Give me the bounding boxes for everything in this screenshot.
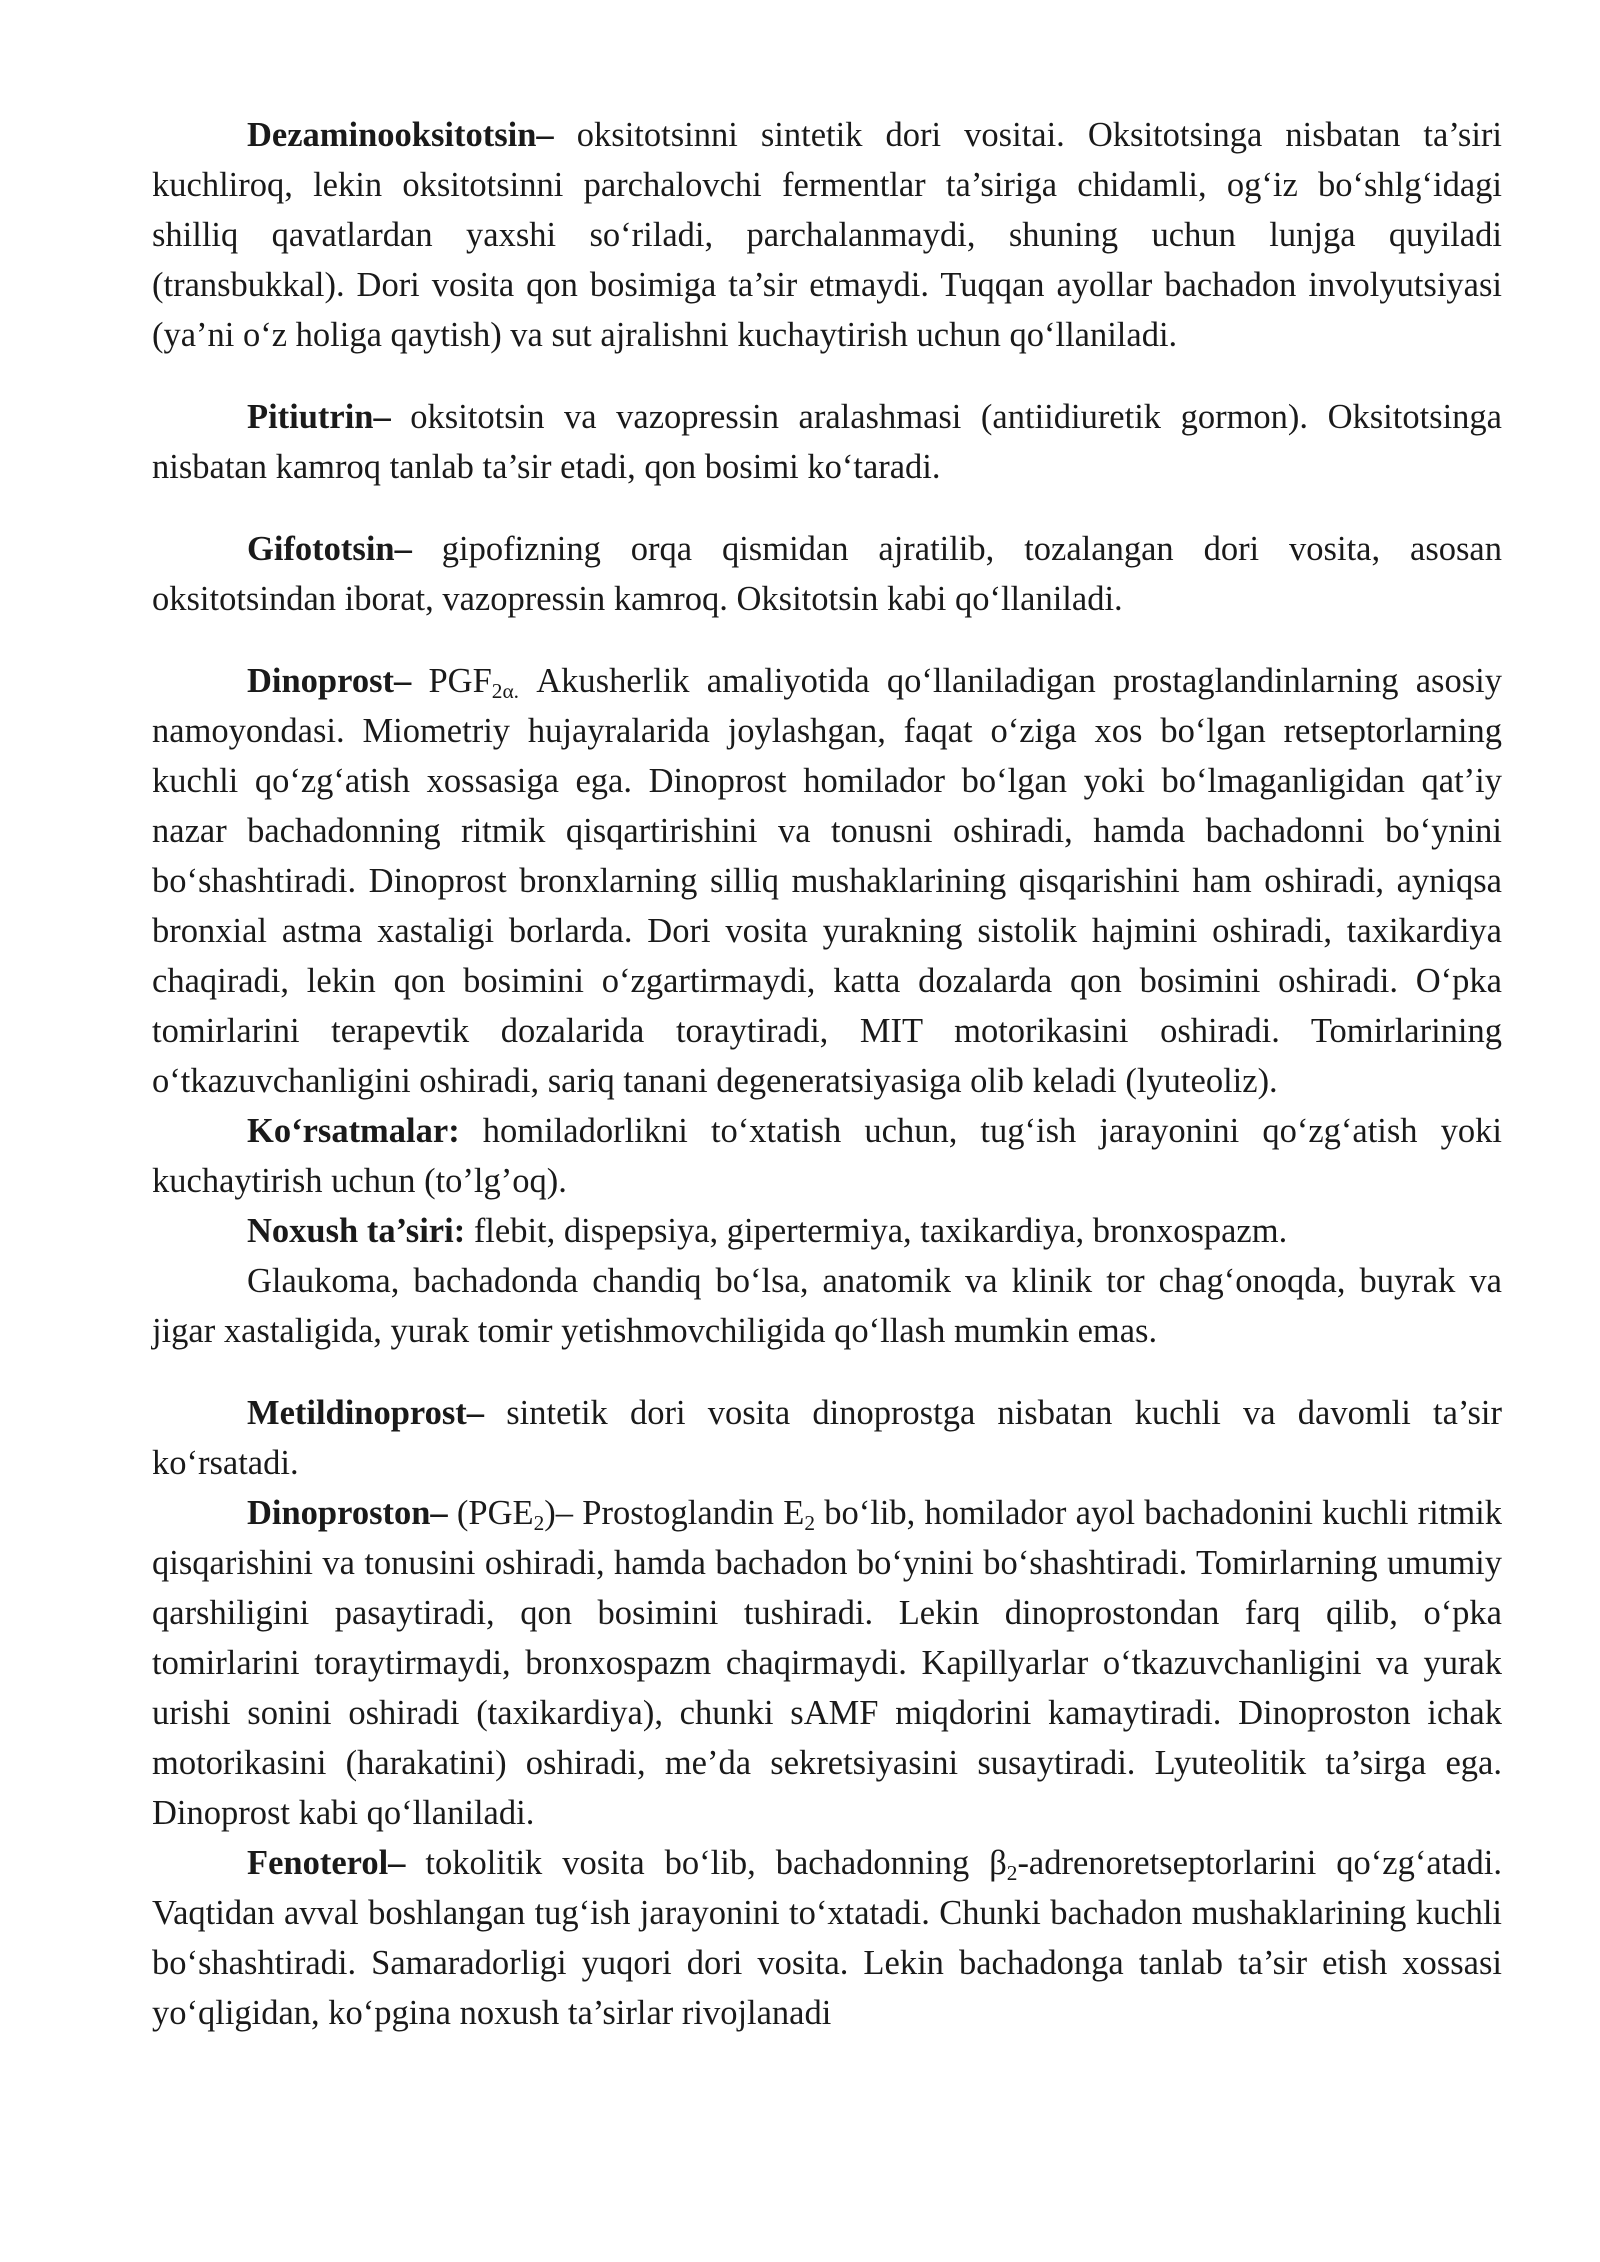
paragraph-text: homiladorlikni to‘xtatish uchun, tug‘ish jarayonini qo‘zg‘atish yoki kuchaytirish uchun (to’lg’oq). [152, 1112, 1502, 1200]
term-side-effects: Noxush ta’siri: [247, 1212, 466, 1250]
paragraph-text: flebit, dispepsiya, gipertermiya, taxikardiya, bronxospazm. [465, 1212, 1288, 1250]
formula-subscript: 2 [804, 1511, 815, 1536]
formula-text: PGF [411, 662, 492, 700]
paragraph-gifototsin [152, 524, 1502, 624]
paragraph-dinoprost [152, 656, 1502, 1106]
paragraph-text: oksitotsin va vazopressin aralashmasi (antiidiuretik gormon). Oksitotsinga nisbatan kamroq tanlab ta’sir etadi, qon bosimi ko‘taradi. [152, 398, 1502, 486]
formula-subscript: 2α. [491, 679, 519, 704]
formula-subscript: 2 [1006, 1861, 1018, 1886]
paragraph-text: oksitotsinni sintetik dori vositai. Oksitotsinga nisbatan ta’siri kuchliroq, lekin oksitotsinni parchalovchi fermentlar ta’siriga chidamli, og‘iz bo‘shlg‘idagi shilliq qavatlardan yaxshi so‘riladi, parchalanmaydi, shuning uchun lunjga quyiladi (transbukkal). Dori vosita qon bosimiga ta’sir etmaydi. Tuqqan ayollar bachadon involyutsiyasi (ya’ni o‘z holiga qaytish) va sut ajralishni kuchaytirish uchun qo‘llaniladi. [152, 116, 1502, 354]
paragraph-text: sintetik dori vosita dinoprostga nisbatan kuchli va davomli ta’sir ko‘rsatadi. [152, 1394, 1502, 1482]
formula-subscript: 2 [533, 1511, 545, 1536]
paragraph-contraindications [152, 1256, 1502, 1356]
paragraph-dinoproston [152, 1488, 1502, 1838]
term-indications: Ko‘rsatmalar: [247, 1112, 460, 1150]
formula-text: tokolitik vosita bo‘lib, bachadonning β [405, 1844, 1007, 1882]
formula-text: (PGE [447, 1494, 534, 1532]
paragraph-metildinoprost [152, 1388, 1502, 1488]
paragraph-text: -adrenoretseptorlarini qo‘zg‘atadi. Vaqtidan avval boshlangan tug‘ish jarayonini to‘xtatadi. Chunki bachadon mushaklarining kuchli bo‘shashtiradi. Samaradorligi yuqori dori vosita. Lekin bachadonga tanlab ta’sir etish xossasi yo‘qligidan, ko‘pgina noxush ta’sirlar rivojlanadi [152, 1844, 1502, 2032]
term-fenoterol: Fenoterol– [247, 1844, 406, 1882]
paragraph-text: Akusherlik amaliyotida qo‘llaniladigan prostaglandinlarning asosiy namoyondasi. Miometriy hujayralarida joylashgan, faqat o‘ziga xos bo‘lgan retseptorlarning kuchli qo‘zg‘atish xossasiga ega. Dinoprost homilador bo‘lgan yoki bo‘lmaganligidan qat’iy nazar bachadonning ritmik qisqartirishini va tonusni oshiradi, hamda bachadonni bo‘ynini bo‘shashtiradi. Dinoprost bronxlarning silliq mushaklarining qisqarishini ham oshiradi, ayniqsa bronxial astma xastaligi borlarda. Dori vosita yurakning sistolik hajmini oshiradi, taxikardiya chaqiradi, lekin qon bosimini o‘zgartirmaydi, katta dozalarda qon bosimini oshiradi. O‘pka tomirlarini terapevtik dozalarida toraytiradi, MIT motorikasini oshiradi. Tomirlarining o‘tkazuvchanligini oshiradi, sariq tanani degeneratsiyasiga olib keladi (lyuteoliz). [152, 662, 1502, 1100]
term-metildinoprost: Metildinoprost– [247, 1394, 485, 1432]
paragraph-text: Glaukoma, bachadonda chandiq bo‘lsa, anatomik va klinik tor chag‘onoqda, buyrak va jigar xastaligida, yurak tomir yetishmovchiligida qo‘llash mumkin emas. [152, 1262, 1502, 1350]
term-dinoproston: Dinoproston– [247, 1494, 448, 1532]
paragraph-indications [152, 1106, 1502, 1206]
paragraph-dezaminooksitotsin [152, 110, 1502, 360]
formula-text: )– Prostoglandin E [544, 1494, 805, 1532]
paragraph-pitiutrin [152, 392, 1502, 492]
paragraph-side-effects [152, 1206, 1502, 1256]
document-page [152, 110, 1502, 2038]
term-dinoprost: Dinoprost– [247, 662, 412, 700]
paragraph-fenoterol [152, 1838, 1502, 2038]
paragraph-text: gipofizning orqa qismidan ajratilib, tozalangan dori vosita, asosan oksitotsindan iborat, vazopressin kamroq. Oksitotsin kabi qo‘llaniladi. [152, 530, 1502, 618]
term-pitiutrin: Pitiutrin– [247, 398, 391, 436]
term-dezaminooksitotsin: Dezaminooksitotsin– [247, 116, 554, 154]
paragraph-text: bo‘lib, homilador ayol bachadonini kuchli ritmik qisqarishini va tonusini oshiradi, hamda bachadon bo‘ynini bo‘shashtiradi. Tomirlarning umumiy qarshiligini pasaytiradi, qon bosimini tushiradi. Lekin dinoprostondan farq qilib, o‘pka tomirlarini toraytirmaydi, bronxospazm chaqirmaydi. Kapillyarlar o‘tkazuvchanligini va yurak urishi sonini oshiradi (taxikardiya), chunki sAMF miqdorini kamaytiradi. Dinoproston ichak motorikasini (harakatini) oshiradi, me’da sekretsiyasini susaytiradi. Lyuteolitik ta’sirga ega. Dinoprost kabi qo‘llaniladi. [152, 1494, 1502, 1832]
term-gifototsin: Gifototsin– [247, 530, 412, 568]
